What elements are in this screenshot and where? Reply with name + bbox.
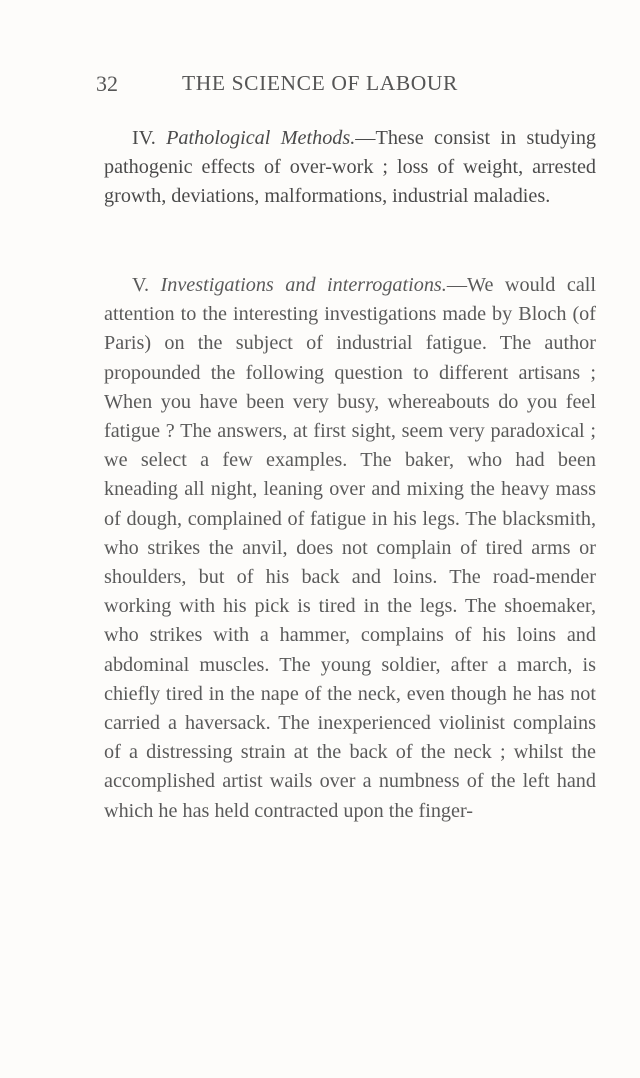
section-v-heading: Investigations and interrogations. [160,274,447,296]
section-iv-paragraph [104,124,596,212]
section-iv-text: —These consist in studying pathogenic effects of over-work ; loss of weight, arrested growth, deviations, malformations, industrial maladies. [104,127,597,208]
page-header [96,71,544,101]
section-iv-heading: Pathological Methods. [166,127,356,149]
running-head: THE SCIENCE OF LABOUR [182,71,458,95]
section-iv-numeral: IV. [132,127,156,149]
section-v-numeral: V. [132,274,150,296]
section-v-paragraph [104,271,596,826]
page-number: 32 [96,71,118,96]
section-v-text: —We would call attention to the interesting investigations made by Bloch (of Paris) on the subject of industrial fatigue. The author propounded the following question to different artisans ; When you have been very busy, whereabouts do you feel fatigue ? The answers, at first sight, seem very paradoxical ; we select a few examples. The baker, who had been kneading all night, leaning over and mixing the heavy mass of dough, complained of fatigue in his legs. The blacksmith, who strikes the anvil, does not complain of tired arms or shoulders, but of his back and loins. The road-mender working with his pick is tired in the legs. The shoemaker, who strikes with a hammer, complains of his loins and abdominal muscles. The young soldier, after a march, is chiefly tired in the nape of the neck, even though he has not carried a haversack. The inexperienced violinist complains of a distressing strain at the back of the neck ; whilst the accomplished artist wails over a numbness of the left hand which he has held contracted upon the finger- [104,274,596,822]
